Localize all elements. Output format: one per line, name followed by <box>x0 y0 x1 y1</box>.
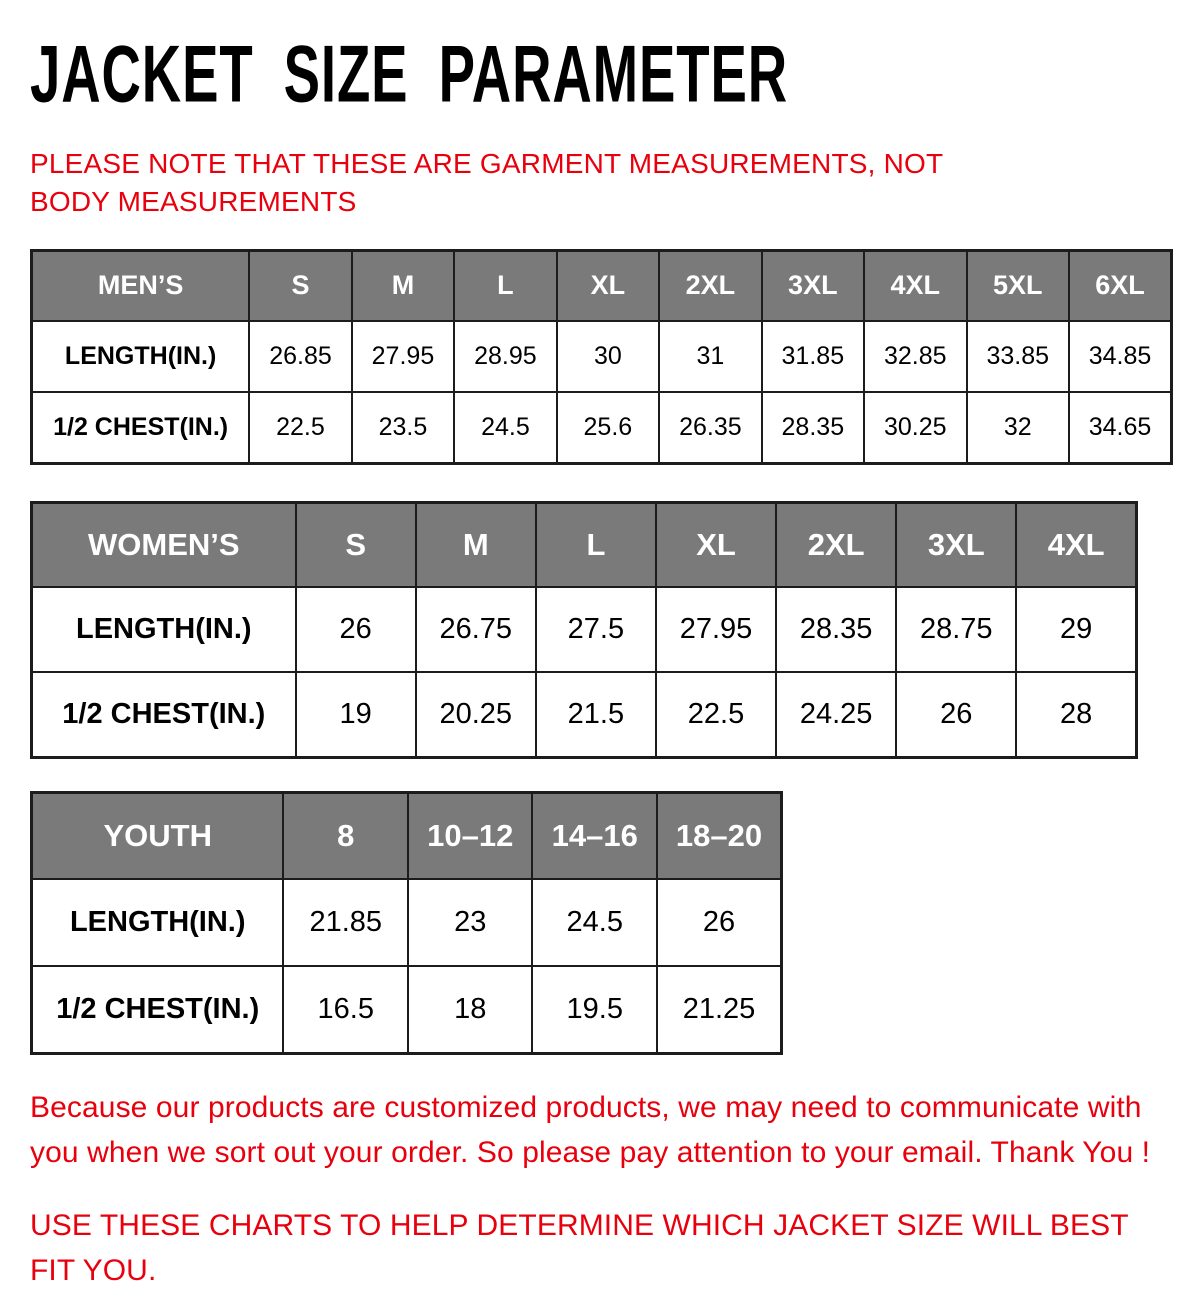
size-column-header: M <box>416 502 536 587</box>
size-value-cell: 31 <box>659 321 761 392</box>
table-row <box>32 392 1172 463</box>
size-value-cell: 32 <box>967 392 1069 463</box>
size-value-cell: 24.5 <box>454 392 556 463</box>
size-value-cell: 26.35 <box>659 392 761 463</box>
size-column-header: L <box>454 250 556 321</box>
row-label-cell: 1/2 CHEST(IN.) <box>32 672 296 757</box>
size-column-header: 2XL <box>659 250 761 321</box>
size-value-cell: 23 <box>408 879 533 966</box>
size-column-header: 10–12 <box>408 792 533 879</box>
customization-notice: Because our products are customized products, we may need to communicate with you when we sort out your order. So please pay attention to your email. Thank You ! <box>30 1090 1151 1169</box>
size-table-mens <box>30 249 1173 465</box>
size-value-cell: 16.5 <box>283 966 408 1053</box>
size-value-cell: 31.85 <box>762 321 864 392</box>
size-value-cell: 26 <box>896 672 1016 757</box>
garment-measurement-note: PLEASE NOTE THAT THESE ARE GARMENT MEASUREMENTS, NOT BODY MEASUREMENTS <box>30 148 943 217</box>
size-value-cell: 26 <box>296 587 416 672</box>
table-row <box>32 966 782 1053</box>
size-value-cell: 34.85 <box>1069 321 1172 392</box>
size-column-header: 14–16 <box>532 792 657 879</box>
row-label-cell: LENGTH(IN.) <box>32 321 250 392</box>
size-value-cell: 27.5 <box>536 587 656 672</box>
size-value-cell: 26 <box>657 879 782 966</box>
row-label-cell: 1/2 CHEST(IN.) <box>32 392 250 463</box>
size-column-header: XL <box>557 250 659 321</box>
size-column-header: M <box>352 250 454 321</box>
size-value-cell: 19 <box>296 672 416 757</box>
size-column-header: 4XL <box>1016 502 1136 587</box>
size-table-youth <box>30 791 783 1055</box>
size-value-cell: 21.25 <box>657 966 782 1053</box>
size-value-cell: 28.35 <box>776 587 896 672</box>
size-column-header: 2XL <box>776 502 896 587</box>
size-value-cell: 24.25 <box>776 672 896 757</box>
size-value-cell: 26.75 <box>416 587 536 672</box>
size-value-cell: 28.35 <box>762 392 864 463</box>
group-label-youth: YOUTH <box>32 792 284 879</box>
size-value-cell: 27.95 <box>656 587 776 672</box>
size-column-header: 6XL <box>1069 250 1172 321</box>
group-label-mens: MEN’S <box>32 250 250 321</box>
table-row <box>32 587 1137 672</box>
size-column-header: 8 <box>283 792 408 879</box>
size-column-header: S <box>249 250 351 321</box>
size-value-cell: 28.95 <box>454 321 556 392</box>
size-value-cell: 28 <box>1016 672 1136 757</box>
chart-usage-note: USE THESE CHARTS TO HELP DETERMINE WHICH JACKET SIZE WILL BEST FIT YOU. <box>30 1208 1129 1287</box>
size-value-cell: 26.85 <box>249 321 351 392</box>
size-table-womens <box>30 501 1138 759</box>
header-row <box>32 792 782 879</box>
size-value-cell: 24.5 <box>532 879 657 966</box>
row-label-cell: 1/2 CHEST(IN.) <box>32 966 284 1053</box>
size-column-header: S <box>296 502 416 587</box>
size-value-cell: 21.5 <box>536 672 656 757</box>
size-column-header: 18–20 <box>657 792 782 879</box>
size-value-cell: 33.85 <box>967 321 1069 392</box>
row-label-cell: LENGTH(IN.) <box>32 587 296 672</box>
size-value-cell: 30.25 <box>864 392 966 463</box>
size-value-cell: 30 <box>557 321 659 392</box>
size-value-cell: 18 <box>408 966 533 1053</box>
size-column-header: 3XL <box>896 502 1016 587</box>
size-value-cell: 32.85 <box>864 321 966 392</box>
page-title: JACKET SIZE PARAMETER <box>30 30 789 120</box>
table-row <box>32 879 782 966</box>
size-column-header: 3XL <box>762 250 864 321</box>
header-row <box>32 502 1137 587</box>
size-value-cell: 23.5 <box>352 392 454 463</box>
size-column-header: 5XL <box>967 250 1069 321</box>
group-label-womens: WOMEN’S <box>32 502 296 587</box>
size-value-cell: 19.5 <box>532 966 657 1053</box>
size-value-cell: 29 <box>1016 587 1136 672</box>
size-value-cell: 28.75 <box>896 587 1016 672</box>
size-value-cell: 22.5 <box>249 392 351 463</box>
table-row <box>32 321 1172 392</box>
size-value-cell: 25.6 <box>557 392 659 463</box>
size-column-header: L <box>536 502 656 587</box>
size-value-cell: 20.25 <box>416 672 536 757</box>
row-label-cell: LENGTH(IN.) <box>32 879 284 966</box>
size-value-cell: 27.95 <box>352 321 454 392</box>
size-value-cell: 34.65 <box>1069 392 1172 463</box>
size-value-cell: 22.5 <box>656 672 776 757</box>
table-row <box>32 672 1137 757</box>
size-column-header: 4XL <box>864 250 966 321</box>
size-value-cell: 21.85 <box>283 879 408 966</box>
size-column-header: XL <box>656 502 776 587</box>
header-row <box>32 250 1172 321</box>
